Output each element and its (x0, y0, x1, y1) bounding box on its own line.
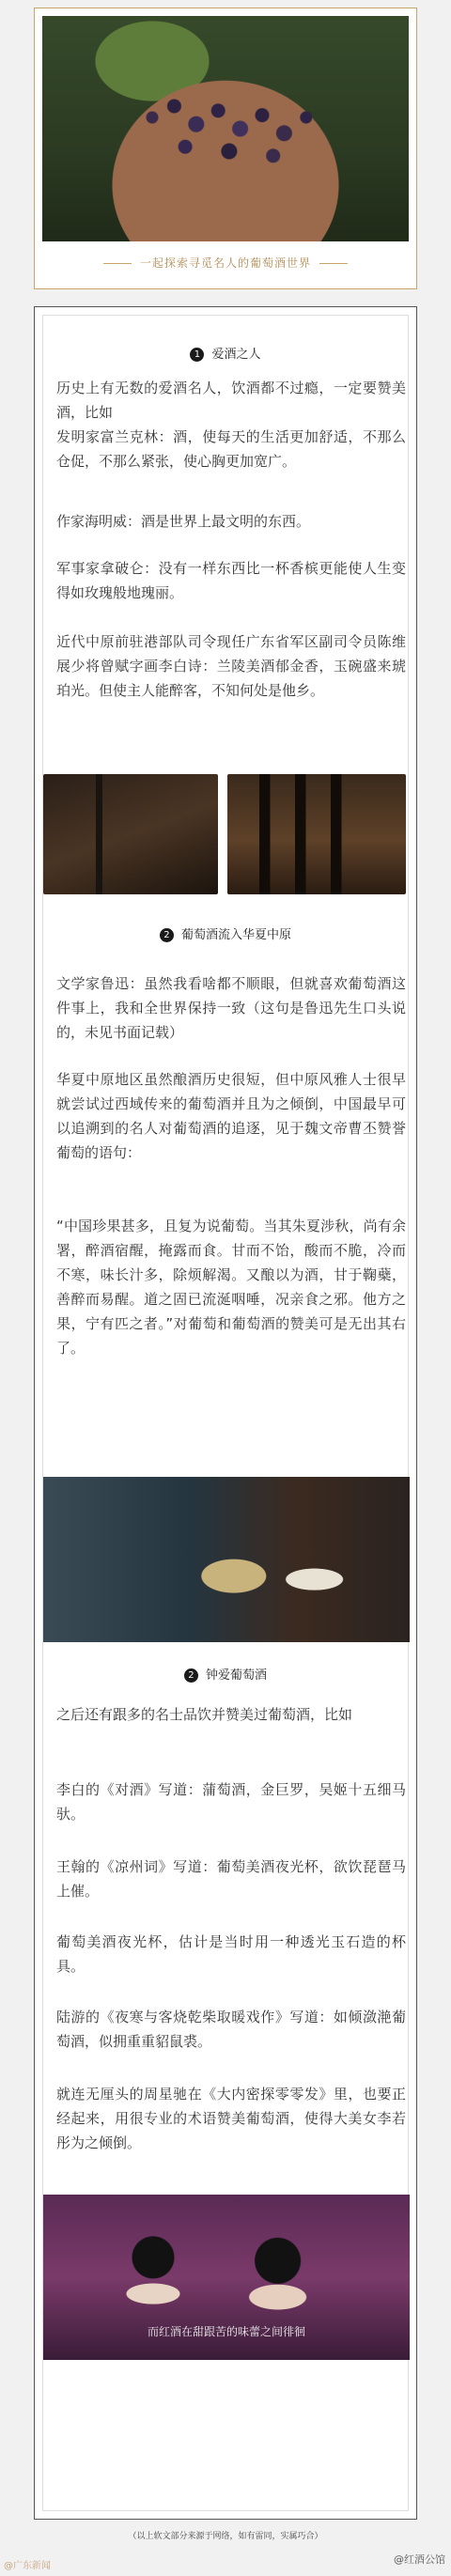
divider-line (103, 263, 132, 264)
paragraph: 发明家富兰克林：酒，使每天的生活更加舒适，不那么仓促，不那么紧张，使心胸更加宽广。 (56, 428, 406, 470)
paragraph: 之后还有跟多的名士品饮并赞美过葡萄酒，比如 (56, 1706, 353, 1723)
paragraph: 王翰的《凉州词》写道：葡萄美酒夜光杯，欲饮琵琶马上催。 (56, 1858, 406, 1900)
article-card-inner (42, 315, 409, 2511)
actresses-photo (43, 1477, 410, 1642)
hero-caption (42, 255, 409, 271)
article-card (34, 306, 417, 2520)
wine-bottles-photo-pair (43, 774, 410, 894)
paragraph: 李白的《对酒》写道：蒲萄酒，金巨罗，吴姬十五细马驮。 (56, 1781, 406, 1823)
paragraph: 近代中原前驻港部队司令现任广东省军区副司令员陈维展少将曾赋字画李白诗：兰陵美酒郁金香，玉碗盛来琥珀光。但使主人能醉客，不知何处是他乡。 (56, 633, 406, 699)
section-title-2 (43, 924, 408, 942)
paragraph: 历史上有无数的爱酒名人，饮酒都不过瘾，一定要赞美酒，比如 (56, 380, 406, 421)
section-number-badge: 2 (160, 928, 174, 942)
section-title-text: 爱酒之人 (211, 348, 261, 362)
paragraph: 就连无厘头的周星驰在《大内密探零零发》里，也要正经起来，用很专业的术语赞美葡萄酒，使得大美女李若彤为之倾倒。 (56, 2086, 406, 2151)
wine-bottle-photo (43, 774, 218, 894)
hero-card (34, 8, 417, 289)
watermark-right: @红酒公馆 (394, 2553, 445, 2566)
paragraph: 军事家拿破仑：没有一样东西比一杯香槟更能使人生变得如玫瑰般地瑰丽。 (56, 560, 406, 601)
paragraph: 陆游的《夜寒与客烧乾柴取暖戏作》写道：如倾潋滟葡萄酒，似拥重重貂鼠裘。 (56, 2009, 406, 2050)
divider-line (319, 263, 348, 264)
section-title-1 (43, 344, 408, 362)
paragraph: 华夏中原地区虽然酿酒历史很短，但中原风雅人士很早就尝试过西域传来的葡萄酒并且为之倾倒，中国最早可以追溯到的名人对葡萄酒的追逐，见于魏文帝曹丕赞誉葡萄的语句： (56, 1071, 406, 1161)
section-title-text: 钟爱葡萄酒 (205, 1668, 267, 1683)
footnote: （以上软文部分来源于网络，如有雷同，实属巧合） (128, 2532, 323, 2541)
paragraph: “中国珍果甚多，且复为说葡萄。当其朱夏涉秋，尚有余署，醉酒宿醒，掩露而食。甘而不饴，酸而不脆，冷而不寒，味长汁多，除烦解渴。又酿以为酒，甘于鞠蘗，善醉而易醒。道之固已流涎咽唾，况亲食之邪。他方之果，宁有匹之者。”对葡萄和葡萄酒的赞美可是无出其右了。 (56, 1218, 406, 1357)
section-title-3 (43, 1665, 408, 1683)
movie-subtitle: 而红酒在甜跟苦的味蕾之间徘徊 (147, 2325, 305, 2338)
grapes-in-hands-photo (42, 16, 409, 241)
paragraph: 文学家鲁迅：虽然我看啥都不顺眼，但就喜欢葡萄酒这件事上，我和全世界保持一致（这句是鲁迅先生口头说的，未见书面记载） (56, 975, 406, 1041)
paragraph: 葡萄美酒夜光杯，估计是当时用一种透光玉石造的杯具。 (56, 1933, 406, 1975)
section-title-text: 葡萄酒流入华夏中原 (180, 928, 291, 942)
section-number-badge: 1 (190, 348, 204, 362)
watermark-left: @广东新闻 (4, 2561, 51, 2571)
hero-caption-text: 一起探索寻觅名人的葡萄酒世界 (139, 256, 311, 270)
paragraph: 作家海明威：酒是世界上最文明的东西。 (56, 513, 311, 530)
section-number-badge: 2 (184, 1668, 198, 1683)
movie-still-photo (43, 2195, 410, 2360)
wine-bottles-photo (227, 774, 406, 894)
